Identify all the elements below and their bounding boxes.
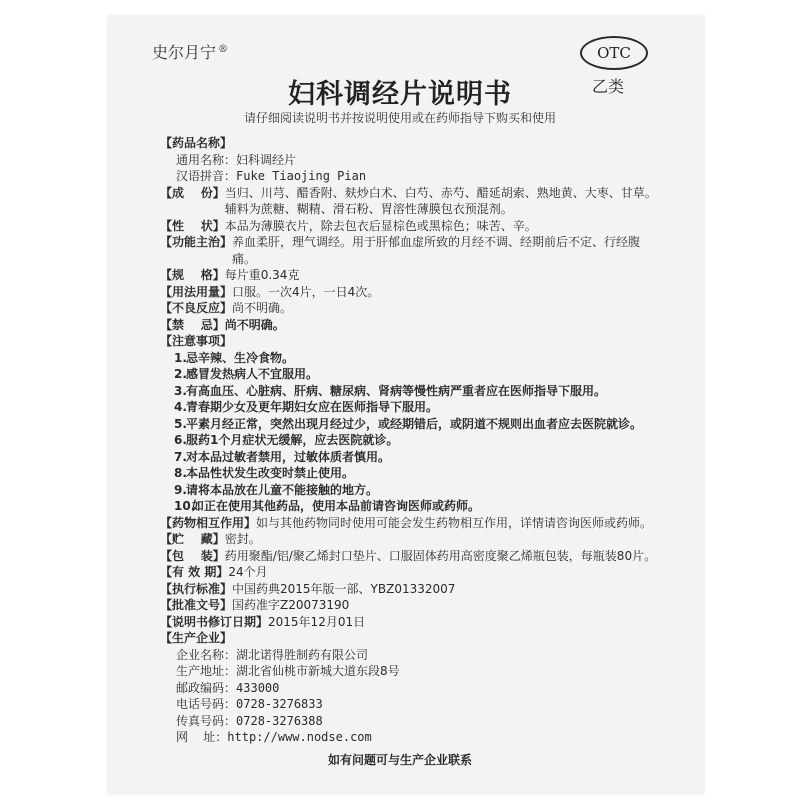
document-subtitle: 请仔细阅读说明书并按说明使用或在药师指导下购买和使用 [243, 111, 556, 125]
indications-row [160, 234, 658, 267]
standard-label: 【执行标准】 [160, 581, 233, 596]
list-item: 4. 青春期少女及更年期妇女应在医师指导下服用。 [174, 400, 439, 414]
list-item: 2. 感冒发热病人不宜服用。 [174, 367, 319, 381]
common-name-row [160, 152, 658, 169]
manufacturer-name-row: 企业名称： 湖北诺得胜制药有限公司 [176, 647, 369, 662]
storage-row [160, 531, 658, 548]
precautions-header: 【注意事项】 [160, 334, 233, 348]
manufacturer-fax-row: 传真号码： 0728-3276388 [176, 713, 323, 728]
usage-label: 【用法用量】 [160, 284, 233, 299]
spec-label: 【规 格】 [160, 268, 225, 282]
list-item: 9. 请将本品放在儿童不能接触的地方。 [174, 482, 379, 497]
indications-value: 养血柔肝，理气调经。用于肝郁血虚所致的月经不调、经期前后不定、行经腹痛。 [232, 235, 641, 266]
contraindications-value: 尚不明确。 [224, 317, 285, 332]
common-name-label: 通用名称： [176, 152, 237, 167]
list-item: 10. 如正在使用其他药品，使用本品前请咨询医师或药师。 [174, 499, 481, 513]
validity-value: 24个月 [228, 565, 268, 579]
leaflet-content [160, 135, 658, 746]
manufacturer-header: 【生产企业】 [160, 631, 233, 645]
character-row [160, 218, 658, 235]
package-value: 药用聚酯/铝/聚乙烯封口垫片、口服固体药用高密度聚乙烯瓶包装，每瓶装80片。 [224, 548, 657, 563]
standard-row [160, 581, 658, 598]
manufacturer-website-row: 网 址： http://www.nodse.com [160, 729, 658, 746]
interactions-row [160, 515, 658, 532]
spec-value: 每片重0.34克 [224, 268, 300, 282]
adverse-label: 【不良反应】 [160, 301, 233, 315]
validity-label: 【有 效 期】 [160, 565, 229, 579]
manufacturer-postcode-row: 邮政编码： 433000 [176, 680, 280, 695]
list-item: 1. 忌辛辣、生冷食物。 [174, 350, 295, 365]
precautions-list [160, 350, 658, 515]
revision-row [160, 614, 658, 631]
website-link: http://www.nodse.com [227, 730, 372, 744]
storage-label: 【贮 藏】 [160, 532, 225, 546]
package-row [160, 548, 658, 565]
pinyin-label: 汉语拼音： [176, 169, 237, 183]
usage-value: 口服。一次4片，一日4次。 [232, 284, 380, 299]
pinyin-row [160, 168, 658, 185]
contraindications-row [160, 317, 658, 334]
usage-row [160, 284, 658, 301]
ingredients-row [160, 185, 658, 218]
revision-value: 2015年12月01日 [268, 614, 366, 629]
drug-name-header: 【药品名称】 [160, 136, 233, 150]
pinyin-value: Fuke Tiaojing Pian [236, 169, 367, 183]
otc-badge: OTC [580, 36, 648, 70]
validity-row [160, 564, 658, 581]
approval-label: 【批准文号】 [160, 598, 233, 612]
approval-value: 国药准字Z20073190 [232, 598, 350, 612]
interactions-label: 【药物相互作用】 [160, 515, 257, 530]
character-value: 本品为薄膜衣片，除去包衣后显棕色或黑棕色；味苦、辛。 [224, 218, 537, 233]
storage-value: 密封。 [224, 532, 261, 546]
ingredients-label: 【成 份】 [160, 185, 225, 200]
footer-note: 如有问题可与生产企业联系 [327, 753, 472, 767]
standard-value: 中国药典2015年版一部、YBZ01332007 [232, 581, 456, 596]
interactions-value: 如与其他药物同时使用可能会发生药物相互作用，详情请咨询医师或药师。 [256, 515, 653, 530]
package-label: 【包 装】 [160, 548, 225, 563]
list-item: 6. 服药1个月症状无缓解，应去医院就诊。 [174, 433, 399, 447]
common-name-value: 妇科调经片 [236, 152, 297, 167]
list-item: 3. 有高血压、心脏病、肝病、糖尿病、肾病等慢性病严重者应在医师指导下服用。 [174, 383, 607, 398]
otc-class: 乙类 [592, 77, 625, 96]
adverse-row [160, 300, 658, 317]
adverse-value: 尚不明确。 [232, 301, 293, 315]
ingredients-value: 当归、川芎、醋香附、麸炒白术、白芍、赤芍、醋延胡索、熟地黄、大枣、甘草。辅料为蔗糖、糊精、滑石粉、胃溶性薄膜包衣预混剂。 [224, 185, 657, 216]
indications-label: 【功能主治】 [160, 235, 233, 249]
manufacturer-address-row: 生产地址： 湖北省仙桃市新城大道东段8号 [176, 664, 400, 678]
approval-row [160, 597, 658, 614]
brand-name: 史尔月宁 ® [152, 43, 229, 62]
list-item: 8. 本品性状发生改变时禁止使用。 [174, 466, 355, 480]
registered-mark: ® [218, 43, 229, 55]
spec-row [160, 267, 658, 284]
list-item: 5. 平素月经正常，突然出现月经过少，或经期错后，或阴道不规则出血者应去医院就诊。 [174, 416, 643, 431]
contraindications-label: 【禁 忌】 [160, 317, 225, 332]
manufacturer-phone-row: 电话号码： 0728-3276833 [176, 697, 323, 711]
character-label: 【性 状】 [160, 218, 225, 233]
document-title: 妇科调经片说明书 [288, 79, 512, 110]
revision-label: 【说明书修订日期】 [160, 614, 269, 629]
list-item: 7. 对本品过敏者禁用，过敏体质者慎用。 [174, 449, 391, 464]
